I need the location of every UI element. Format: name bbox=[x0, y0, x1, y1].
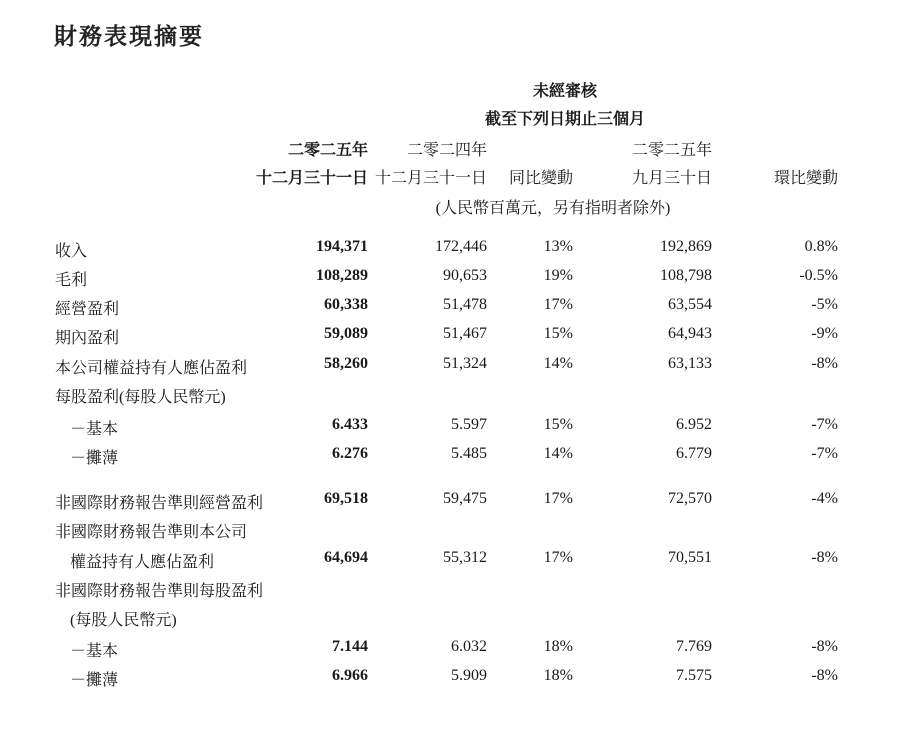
table-cell: -9% bbox=[811, 325, 838, 342]
table-cell: 108,289 bbox=[316, 267, 368, 284]
table-cell: 6.952 bbox=[676, 416, 712, 433]
table-cell: 172,446 bbox=[435, 238, 487, 255]
table-row bbox=[0, 578, 900, 606]
col2-date: 十二月三十一日 bbox=[374, 170, 487, 187]
table-cell: -8% bbox=[811, 355, 838, 372]
col4-year: 二零二五年 bbox=[631, 142, 712, 159]
table-cell: 18% bbox=[543, 667, 573, 684]
table-cell: 69,518 bbox=[324, 490, 368, 507]
table-cell: 64,694 bbox=[324, 549, 368, 566]
table-cell: 70,551 bbox=[668, 549, 712, 566]
table-cell: 90,653 bbox=[443, 267, 487, 284]
table-cell: 18% bbox=[543, 638, 573, 655]
table-cell: -4% bbox=[811, 490, 838, 507]
table-cell: 63,554 bbox=[668, 296, 712, 313]
table-cell: 58,260 bbox=[324, 355, 368, 372]
row-label: 經營盈利 bbox=[55, 301, 120, 318]
table-row bbox=[0, 416, 900, 444]
col4-date: 九月三十日 bbox=[631, 170, 712, 187]
table-cell: 5.485 bbox=[451, 445, 487, 462]
table-cell: 17% bbox=[543, 296, 573, 313]
table-cell: 194,371 bbox=[316, 238, 368, 255]
col1-year: 二零二五年 bbox=[287, 142, 368, 159]
table-cell: 6.276 bbox=[332, 445, 368, 462]
col5-qoq-header: 環比變動 bbox=[773, 170, 838, 187]
table-cell: 5.597 bbox=[451, 416, 487, 433]
table-row bbox=[0, 238, 900, 266]
table-cell: 6.966 bbox=[332, 667, 368, 684]
table-cell: 55,312 bbox=[443, 549, 487, 566]
table-row bbox=[0, 296, 900, 324]
table-cell: 59,475 bbox=[443, 490, 487, 507]
table-row bbox=[0, 607, 900, 635]
table-cell: 51,324 bbox=[443, 355, 487, 372]
row-label: 收入 bbox=[55, 243, 88, 260]
table-row bbox=[0, 325, 900, 353]
table-cell: -0.5% bbox=[799, 267, 838, 284]
col2-year: 二零二四年 bbox=[406, 142, 487, 159]
table-cell: 63,133 bbox=[668, 355, 712, 372]
table-row bbox=[0, 267, 900, 295]
table-cell: -8% bbox=[811, 667, 838, 684]
table-cell: -7% bbox=[811, 416, 838, 433]
table-cell: 15% bbox=[543, 325, 573, 342]
table-row bbox=[0, 549, 900, 577]
row-label: 非國際財務報告準則本公司 bbox=[55, 524, 248, 541]
table-cell: 7.769 bbox=[676, 638, 712, 655]
table-cell: 51,478 bbox=[443, 296, 487, 313]
table-cell: 6.433 bbox=[332, 416, 368, 433]
table-cell: -8% bbox=[811, 549, 838, 566]
audit-status: 未經審核 bbox=[532, 83, 598, 100]
table-cell: 7.144 bbox=[332, 638, 368, 655]
table-cell: 60,338 bbox=[324, 296, 368, 313]
table-cell: 19% bbox=[543, 267, 573, 284]
table-row bbox=[0, 355, 900, 383]
row-label: －攤薄 bbox=[70, 672, 119, 689]
table-cell: 15% bbox=[543, 416, 573, 433]
table-cell: 6.032 bbox=[451, 638, 487, 655]
row-label: 期內盈利 bbox=[55, 330, 120, 347]
table-cell: 51,467 bbox=[443, 325, 487, 342]
table-cell: -5% bbox=[811, 296, 838, 313]
table-row bbox=[0, 638, 900, 666]
table-cell: -7% bbox=[811, 445, 838, 462]
row-label: 本公司權益持有人應佔盈利 bbox=[55, 360, 248, 377]
table-cell: 17% bbox=[543, 549, 573, 566]
table-row bbox=[0, 519, 900, 547]
table-cell: 17% bbox=[543, 490, 573, 507]
table-row bbox=[0, 384, 900, 412]
page-title: 財務表現摘要 bbox=[54, 24, 204, 50]
row-label: －基本 bbox=[70, 421, 119, 438]
table-cell: 7.575 bbox=[676, 667, 712, 684]
row-label: －攤薄 bbox=[70, 450, 119, 467]
row-label: 非國際財務報告準則經營盈利 bbox=[55, 495, 264, 512]
row-label: (每股人民幣元) bbox=[70, 612, 177, 629]
col1-date: 十二月三十一日 bbox=[255, 170, 368, 187]
row-label: 非國際財務報告準則每股盈利 bbox=[55, 583, 264, 600]
col3-yoy-header: 同比變動 bbox=[508, 170, 573, 187]
table-cell: 59,089 bbox=[324, 325, 368, 342]
row-label: 毛利 bbox=[55, 272, 88, 289]
table-cell: -8% bbox=[811, 638, 838, 655]
table-row bbox=[0, 667, 900, 695]
row-label: 每股盈利(每股人民幣元) bbox=[55, 389, 226, 406]
row-label: 權益持有人應佔盈利 bbox=[70, 554, 215, 571]
period-label: 截至下列日期止三個月 bbox=[484, 111, 646, 128]
unit-note: (人民幣百萬元，另有指明者除外) bbox=[435, 200, 671, 217]
table-cell: 0.8% bbox=[804, 238, 838, 255]
row-label: －基本 bbox=[70, 643, 119, 660]
table-cell: 108,798 bbox=[660, 267, 712, 284]
table-cell: 72,570 bbox=[668, 490, 712, 507]
table-cell: 14% bbox=[543, 445, 573, 462]
table-cell: 192,869 bbox=[660, 238, 712, 255]
table-row bbox=[0, 445, 900, 473]
table-cell: 64,943 bbox=[668, 325, 712, 342]
table-cell: 5.909 bbox=[451, 667, 487, 684]
table-cell: 14% bbox=[543, 355, 573, 372]
table-row bbox=[0, 490, 900, 518]
table-cell: 6.779 bbox=[676, 445, 712, 462]
table-cell: 13% bbox=[543, 238, 573, 255]
